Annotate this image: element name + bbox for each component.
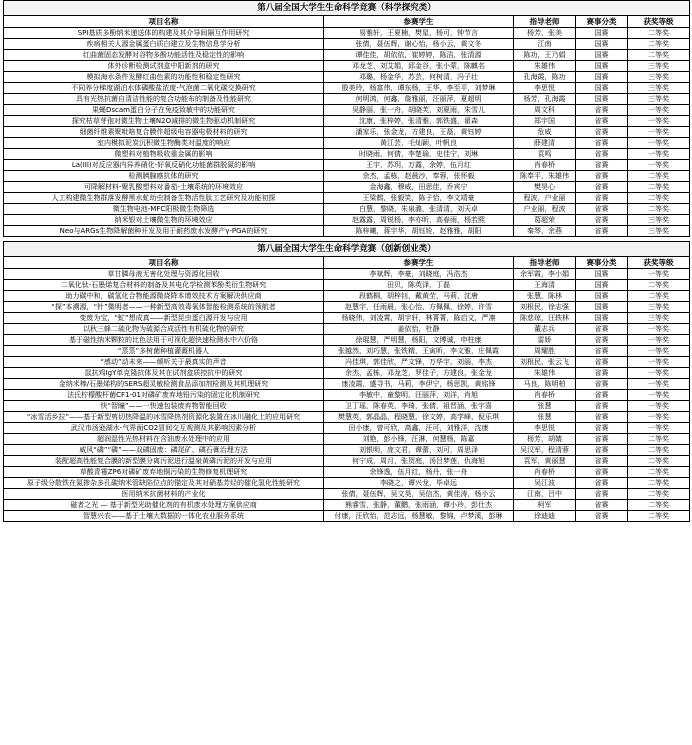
table-row <box>4 116 690 127</box>
students-cell: 熊睿雪，张静，董鹏，张雨涵，谭小玲，彭仕杰 <box>324 500 514 511</box>
students-cell: 徐琨慧，严明慧，杨阳，文博诚，申柱康 <box>324 335 514 346</box>
table-row <box>4 94 690 105</box>
project-name-cell: SPI基质多酚纳米递送体的构建及其介导间隔互作用研究 <box>4 28 324 39</box>
award-cell: 三等奖 <box>628 83 690 94</box>
table-row <box>4 302 690 313</box>
category-cell: 省赛 <box>576 324 628 335</box>
award-cell: 一等奖 <box>628 138 690 149</box>
project-name-cell: 检测胰腺癌抗体的研究 <box>4 171 324 182</box>
project-name-cell: 磁者之光 — 基于新型光助催化剂的有机废水处理方案供应商 <box>4 500 324 511</box>
award-cell: 三等奖 <box>628 226 690 237</box>
students-cell: 金海鑫，穆威，田思佳，乔宾宁 <box>324 182 514 193</box>
column-header: 赛事分类 <box>576 257 628 269</box>
project-name-cell: 不同养分梯度湖泊水体磷酸盐浓度-气泡菌二氧化碳交换研究 <box>4 83 324 94</box>
advisor-cell: 马良，陈明柏 <box>514 379 576 390</box>
award-cell: 一等奖 <box>628 379 690 390</box>
students-cell: 李斌辉，李豪，刘晓庭，冯浩杰 <box>324 269 514 280</box>
students-cell: 田贝，陈英泽，丁磊 <box>324 280 514 291</box>
award-cell: 三等奖 <box>628 302 690 313</box>
table-row <box>4 28 690 39</box>
students-cell: 杨晓伟，刘凌霄，胡宇轩，林菁菁，陈启文，严凛 <box>324 313 514 324</box>
category-cell: 国赛 <box>576 269 628 280</box>
category-cell: 省赛 <box>576 193 628 204</box>
advisor-cell: 周耀胜 <box>514 346 576 357</box>
table-row <box>4 489 690 500</box>
table-row <box>4 291 690 302</box>
students-cell: 张倩，聂伍辉，吴文昊，吴信杰，黄佳涛，杨小云 <box>324 489 514 500</box>
project-name-cell: 变废为宝，“虻”想成真——新型昆虫蛋白源开发与应用 <box>4 313 324 324</box>
table-row <box>4 335 690 346</box>
award-cell: 二等奖 <box>628 171 690 182</box>
project-name-cell: 红曲菌固态发酵对谷物多酚功能活性及稳定性的影响 <box>4 50 324 61</box>
award-cell: 二等奖 <box>628 50 690 61</box>
category-cell: 省赛 <box>576 500 628 511</box>
category-cell: 国赛 <box>576 28 628 39</box>
award-cell: 二等奖 <box>628 467 690 478</box>
table-row <box>4 226 690 237</box>
category-cell: 省赛 <box>576 160 628 171</box>
column-header: 项目名称 <box>4 16 324 28</box>
table-row <box>4 401 690 412</box>
students-cell: 赵露露，周锐杨，李亦昕，高春雨，杨若熙 <box>324 215 514 226</box>
category-cell: 国赛 <box>576 50 628 61</box>
project-name-cell: 疾病相关人源金属蛋白质白建立及生物信息学分析 <box>4 39 324 50</box>
project-name-cell: 模拟海水条件发酵红曲色素的功能性和稳定性研究 <box>4 72 324 83</box>
advisor-cell: 陈功，王乃娟 <box>514 50 576 61</box>
students-cell: 余杰，孟栋，赵晨沙，奉蓉，张怀毅 <box>324 171 514 182</box>
award-cell: 一等奖 <box>628 401 690 412</box>
award-cell: 三等奖 <box>628 313 690 324</box>
table-row <box>4 324 690 335</box>
advisor-cell: 户业丽，程波 <box>514 204 576 215</box>
advisor-cell: 张慧 <box>514 412 576 423</box>
students-cell: 易雅轩，王夏楠，樊星，杨可，钟节言 <box>324 28 514 39</box>
project-name-cell: 体外诊断检测试剂盒中阳新剂的研究 <box>4 61 324 72</box>
category-cell: 省赛 <box>576 368 628 379</box>
advisor-cell: 余军霞，李小娟 <box>514 269 576 280</box>
award-cell: 一等奖 <box>628 357 690 368</box>
advisor-cell: 江南，吕中 <box>514 489 576 500</box>
award-cell: 三等奖 <box>628 61 690 72</box>
award-cell: 二等奖 <box>628 280 690 291</box>
project-name-cell: “冰雪活乡拉”——基于新型剪切热降温的冰雪降热剂资源化装置在冰川融化上的应用研究 <box>4 412 324 423</box>
students-cell: 黄江芸，毛灿颖，叶帆良 <box>324 138 514 149</box>
advisor-cell: 张慧，陈林 <box>514 291 576 302</box>
table-row <box>4 280 690 291</box>
column-header: 赛事分类 <box>576 16 628 28</box>
table-row <box>4 434 690 445</box>
students-cell: 潘家乐，张金龙，方建良，王磊，黄钰婷 <box>324 127 514 138</box>
table-row <box>4 368 690 379</box>
table-row <box>4 313 690 324</box>
students-cell: 余锋逸，伍月红，杨丹，张一舟 <box>324 467 514 478</box>
table-row <box>4 138 690 149</box>
project-name-cell: 威风“磷”“磷”——双磷固废：磷尾矿、磷石膏治理方法 <box>4 445 324 456</box>
category-cell: 国赛 <box>576 291 628 302</box>
table-row <box>4 346 690 357</box>
category-cell: 省赛 <box>576 445 628 456</box>
project-name-cell: 金纳米棒/石墨烯构的SERS超灵敏检测食品添加剂检测及其机理研究 <box>4 379 324 390</box>
award-cell: 三等奖 <box>628 215 690 226</box>
project-name-cell: 基于磁性纳米颗粒的比色法用于可视化超快速检测水中六价铬 <box>4 335 324 346</box>
students-cell: 刘银明，庞文君，谭蕾，刘可，周思泽 <box>324 445 514 456</box>
students-cell: 余杰，孟栋，邓龙芝，罗佳子，方建良，张金龙 <box>324 368 514 379</box>
category-cell: 省赛 <box>576 171 628 182</box>
project-name-cell: 可降解材料-聚乳酸塑料对番茄-土壤系统的环境效应 <box>4 182 324 193</box>
category-cell: 省赛 <box>576 467 628 478</box>
column-header: 指导老师 <box>514 257 576 269</box>
section-title-row <box>4 242 690 257</box>
project-name-cell: 草甘膦母液无害化处理与资源化回收 <box>4 269 324 280</box>
category-cell: 省赛 <box>576 412 628 423</box>
advisor-cell: 刘根民，徐志强 <box>514 302 576 313</box>
advisor-cell: 李思悦 <box>514 83 576 94</box>
award-cell: 二等奖 <box>628 39 690 50</box>
advisor-cell: 李思悦 <box>514 423 576 434</box>
award-cell: 三等奖 <box>628 94 690 105</box>
project-name-cell: 探究枯草芽孢对微生物土壤N2O减排的微生物驱动机制研究 <box>4 116 324 127</box>
column-header: 项目名称 <box>4 257 324 269</box>
header-row <box>4 257 690 269</box>
advisor-cell: 郑宇国 <box>514 116 576 127</box>
award-cell: 一等奖 <box>628 346 690 357</box>
category-cell: 省赛 <box>576 357 628 368</box>
table-row <box>4 160 690 171</box>
project-name-cell: 法氏柠檬酸杆菌CF1-01对磷矿废弃地铅污染的固定化机制研究 <box>4 390 324 401</box>
category-cell: 国赛 <box>576 94 628 105</box>
students-cell: 张越然，刘巧慧，张铁精，王寅昕，李文雅，庄佩霞 <box>324 346 514 357</box>
category-cell: 省赛 <box>576 511 628 522</box>
project-name-cell: 武汉市汤逊湖水-气界面CO2冒间交互观测及其影响因素分析 <box>4 423 324 434</box>
advisor-cell: 张慧 <box>514 401 576 412</box>
category-cell: 省赛 <box>576 116 628 127</box>
advisor-cell: 程波，户业丽 <box>514 193 576 204</box>
students-cell: 时晓雨，何倩，李楚瑜，史佳宁，刘琳 <box>324 149 514 160</box>
students-cell: 姜依怡，杜静 <box>324 324 514 335</box>
column-header: 指导老师 <box>514 16 576 28</box>
awards-document <box>3 0 689 522</box>
category-cell: 国赛 <box>576 313 628 324</box>
table-row <box>4 61 690 72</box>
advisor-cell: 董志兵 <box>514 324 576 335</box>
category-cell: 省赛 <box>576 149 628 160</box>
students-cell: 沈康，张梓婷，张清雅，郭铁盛，翟森 <box>324 116 514 127</box>
advisor-cell: 杨芳，胡婧 <box>514 434 576 445</box>
students-cell: 段鹤桐，胡梓钊，戴黄茔，马莉，沈唐 <box>324 291 514 302</box>
category-cell: 国赛 <box>576 83 628 94</box>
project-name-cell: 微生物电池-MFC阳极微生物筛选 <box>4 204 324 215</box>
students-cell: 付康，汪欣怡，范志远，杨慧敏，黎锦，卢梦溪，彭琳 <box>324 511 514 522</box>
table-row <box>4 50 690 61</box>
advisor-cell: 杨芳，张美 <box>514 28 576 39</box>
project-name-cell: 智慧兴农——基于土壤大数据的一体化农业服务系统 <box>4 511 324 522</box>
students-cell: 邓璐，杨金华，苏芸，何树清，冯子壮 <box>324 72 514 83</box>
project-name-cell: 具有光热抗菌自清洁性能的复合功能布的制备及性能研究 <box>4 94 324 105</box>
table-row <box>4 83 690 94</box>
project-name-cell: 快“智瞳”——一快速包装废弃物智能回收 <box>4 401 324 412</box>
award-cell: 一等奖 <box>628 105 690 116</box>
advisor-cell: 袁军，黄丽慧 <box>514 456 576 467</box>
students-cell: 卫丁瑶，陈春英，李琦，张倩，祖晋涵，张宇喜 <box>324 401 514 412</box>
category-cell: 省赛 <box>576 105 628 116</box>
table-row <box>4 193 690 204</box>
project-name-cell: 二氧化钛-石墨烯复合材料的制备及其电化学检测苯酚类衍生物研究 <box>4 280 324 291</box>
award-cell: 一等奖 <box>628 149 690 160</box>
project-name-cell: 果蝇Dscam蛋白分子在免疫致敏中的功能研究 <box>4 105 324 116</box>
project-name-cell: 鼠抗鸡IgY单克隆抗体及其在试剂盒质控抗中的研究 <box>4 368 324 379</box>
project-name-cell: 细菌纤维素聚吡咯复合膜作超级电容器电极材料的研究 <box>4 127 324 138</box>
table-row <box>4 204 690 215</box>
students-cell: 谭佳佳，胡依依，崔婷婷，陈洁，张清源 <box>324 50 514 61</box>
advisor-cell: 陈奉平，朱雄伟 <box>514 171 576 182</box>
awards-table <box>3 0 690 522</box>
project-name-cell: 人工构建微生物群落发酵黑水虻幼虫制备生物活性肽工艺研究及功能初探 <box>4 193 324 204</box>
category-cell: 国赛 <box>576 72 628 83</box>
advisor-cell: 杨芳，孔海霞 <box>514 94 576 105</box>
award-cell: 一等奖 <box>628 269 690 280</box>
students-cell: 何明鸿，何鑫，詹雅丽，汪丽萍，夏超明 <box>324 94 514 105</box>
category-cell: 省赛 <box>576 401 628 412</box>
advisor-cell: 周文科 <box>514 105 576 116</box>
award-cell: 二等奖 <box>628 478 690 489</box>
table-row <box>4 215 690 226</box>
advisor-cell: 葛超荣 <box>514 215 576 226</box>
table-row <box>4 445 690 456</box>
advisor-cell: 刘根民，张云飞 <box>514 357 576 368</box>
table-row <box>4 511 690 522</box>
category-cell: 省赛 <box>576 204 628 215</box>
students-cell: 李敏中，童黎明，汪丽萍，刘洋，肖旭 <box>324 390 514 401</box>
table-row <box>4 72 690 83</box>
project-name-cell: 纳米银对土壤微生物的环境效应 <box>4 215 324 226</box>
students-cell: 王宇，苏玥，万露，余婷，伍月红 <box>324 160 514 171</box>
project-name-cell: 原子级分散铁在氮掺杂多孔碳纳米管缺陷位点的锚定及其对硝基芳烃的催化氢化性能研究 <box>4 478 324 489</box>
students-cell: 何宁成，周月，张贺庭，汤吕梦莲，仇海旭 <box>324 456 514 467</box>
category-cell: 省赛 <box>576 423 628 434</box>
project-name-cell: 室内模拟泥炭沉积微生物酶类对温度的响应 <box>4 138 324 149</box>
category-cell: 国赛 <box>576 280 628 291</box>
award-cell: 一等奖 <box>628 116 690 127</box>
project-name-cell: La(III)对反应器内异养硝化-好氧反硝化功能菌群脱氮的影响 <box>4 160 324 171</box>
category-cell: 国赛 <box>576 302 628 313</box>
students-cell: 王梁鹤，张毅笑，陈子恰，李文靖豪 <box>324 193 514 204</box>
advisor-cell: 孔海霞，陈功 <box>514 72 576 83</box>
table-row <box>4 412 690 423</box>
students-cell: 吴静丽，张一舟，胡晓芙，刘夏雨，朱雪儿 <box>324 105 514 116</box>
award-cell: 一等奖 <box>628 368 690 379</box>
category-cell: 省赛 <box>576 215 628 226</box>
category-cell: 国赛 <box>576 39 628 50</box>
advisor-cell: 肖春桥 <box>514 467 576 478</box>
students-cell: 田小康，曾可欣，高鑫，汪可，刘雅洋，沈康 <box>324 423 514 434</box>
advisor-cell: 陈慈琼，汪轶林 <box>514 313 576 324</box>
header-row <box>4 16 690 28</box>
column-header: 获奖等级 <box>628 16 690 28</box>
students-cell: 李晓之，谭兴龙，毕卓远 <box>324 478 514 489</box>
advisor-cell: 徐迪迪 <box>514 511 576 522</box>
award-cell: 一等奖 <box>628 160 690 171</box>
table-row <box>4 390 690 401</box>
column-header: 参赛学生 <box>324 16 514 28</box>
category-cell: 省赛 <box>576 335 628 346</box>
advisor-cell: 雷娇 <box>514 335 576 346</box>
project-name-cell: 草酸青霉ZP6对磷矿废弃地铜污染的生物修复机理研究 <box>4 467 324 478</box>
table-row <box>4 423 690 434</box>
advisor-cell: 樊昊心 <box>514 182 576 193</box>
students-cell: 陈梓曦，蒋宇华，胡钰铨，赵雅雅，胡阳 <box>324 226 514 237</box>
advisor-cell: 吴江波 <box>514 478 576 489</box>
category-cell: 省赛 <box>576 182 628 193</box>
category-cell: 省赛 <box>576 379 628 390</box>
category-cell: 省赛 <box>576 478 628 489</box>
award-cell: 二等奖 <box>628 204 690 215</box>
award-cell: 一等奖 <box>628 423 690 434</box>
award-cell: 一等奖 <box>628 335 690 346</box>
advisor-cell: 危威 <box>514 127 576 138</box>
project-name-cell: 医用纳米抗菌材料的产业化 <box>4 489 324 500</box>
advisor-cell: 薛建清 <box>514 138 576 149</box>
advisor-cell: 吴汉军，程清蓉 <box>514 445 576 456</box>
award-cell: 二等奖 <box>628 291 690 302</box>
award-cell: 一等奖 <box>628 412 690 423</box>
category-cell: 国赛 <box>576 61 628 72</box>
students-cell: 邓龙芝，刘艾娟，邱金谷，张小蒙，陈麒名 <box>324 61 514 72</box>
category-cell: 省赛 <box>576 226 628 237</box>
table-row <box>4 39 690 50</box>
advisor-cell: 朱雄伟 <box>514 61 576 72</box>
project-name-cell: “感动”动未来——倾听关于最真实的声音 <box>4 357 324 368</box>
table-row <box>4 269 690 280</box>
advisor-cell: 肖春桥 <box>514 390 576 401</box>
column-header: 获奖等级 <box>628 257 690 269</box>
table-row <box>4 357 690 368</box>
table-row <box>4 127 690 138</box>
section-title-row <box>4 1 690 16</box>
advisor-cell: 肖春桥 <box>514 160 576 171</box>
category-cell: 省赛 <box>576 456 628 467</box>
category-cell: 省赛 <box>576 138 628 149</box>
table-row <box>4 149 690 160</box>
award-cell: 二等奖 <box>628 434 690 445</box>
students-cell: 赵慧宇，任雨晨，张心怡，方佩佩，徐婷，许雪 <box>324 302 514 313</box>
award-cell: 二等奖 <box>628 182 690 193</box>
students-cell: 白慧，黎晓，朱泉潞，张清清，刘天卓 <box>324 204 514 215</box>
advisor-cell: 江南 <box>514 39 576 50</box>
award-cell: 一等奖 <box>628 127 690 138</box>
advisor-cell: 袁鸣 <box>514 149 576 160</box>
project-name-cell: Neo与ARGs生物降解菌种开发及用于耐药废水发酵产γ-PGA的研究 <box>4 226 324 237</box>
students-cell: 张倩，聂伍辉，谢心怡，杨小云，黄文冬 <box>324 39 514 50</box>
advisor-cell: 王海清 <box>514 280 576 291</box>
section-title: 第八届全国大学生生命科学竞赛（科学探究类） <box>4 1 690 16</box>
table-row <box>4 467 690 478</box>
award-cell: 二等奖 <box>628 489 690 500</box>
award-cell: 二等奖 <box>628 193 690 204</box>
project-name-cell: 微塑料对植物吸收重金属的影响 <box>4 149 324 160</box>
category-cell: 省赛 <box>576 390 628 401</box>
award-cell: 一等奖 <box>628 324 690 335</box>
students-cell: 刘艳，彭小锋，汪淋，何慧杨，陈嘉 <box>324 434 514 445</box>
category-cell: 省赛 <box>576 127 628 138</box>
award-cell: 一等奖 <box>628 390 690 401</box>
project-name-cell: 以秋三蜂二硫化物为硫源合成活性有机硫化物的研究 <box>4 324 324 335</box>
table-row <box>4 456 690 467</box>
table-row <box>4 105 690 116</box>
students-cell: 康凌霞，盛寻书，马莉，李伊宁，杨思凯，黄铭锋 <box>324 379 514 390</box>
table-row <box>4 379 690 390</box>
students-cell: 殷美玲，杨富伟，谭东杨，王华，李至平，刘梦琳 <box>324 83 514 94</box>
project-name-cell: 超润湿性光热材料在含油废水处理中的应用 <box>4 434 324 445</box>
award-cell: 二等奖 <box>628 445 690 456</box>
section-title: 第八届全国大学生生命科学竞赛（创新创业类） <box>4 242 690 257</box>
column-header: 参赛学生 <box>324 257 514 269</box>
table-row <box>4 500 690 511</box>
advisor-cell: 秦琴，余燕 <box>514 226 576 237</box>
category-cell: 省赛 <box>576 346 628 357</box>
table-row <box>4 171 690 182</box>
table-row <box>4 478 690 489</box>
table-row <box>4 182 690 193</box>
category-cell: 省赛 <box>576 489 628 500</box>
award-cell: 二等奖 <box>628 28 690 39</box>
students-cell: 冯佳琪，郭佳欣，严文锋，万华宇，刘丽，李杰 <box>324 357 514 368</box>
award-cell: 三等奖 <box>628 72 690 83</box>
advisor-cell: 朱雄伟 <box>514 368 576 379</box>
project-name-cell: “探”本溯源，“针”微明者——一种新型高效毒氧体智能检测系统的领航者 <box>4 302 324 313</box>
award-cell: 二等奖 <box>628 500 690 511</box>
students-cell: 樊慧英，郭晶晶，程晓慧，徐文婷，高学峰，倪乐琪 <box>324 412 514 423</box>
advisor-cell: 柯军 <box>514 500 576 511</box>
award-cell: 二等奖 <box>628 456 690 467</box>
project-name-cell: 装配超高性能复合膜的新型膜分离污泥进行温泉黄磷污泥的开发与应用 <box>4 456 324 467</box>
project-name-cell: 助力碳中和，碳氢化合物能源微烧降本增效技术方案解决供应商 <box>4 291 324 302</box>
project-name-cell: “蒸蒸”多树菌种植灌溉机器人 <box>4 346 324 357</box>
category-cell: 省赛 <box>576 434 628 445</box>
award-cell: 二等奖 <box>628 511 690 522</box>
